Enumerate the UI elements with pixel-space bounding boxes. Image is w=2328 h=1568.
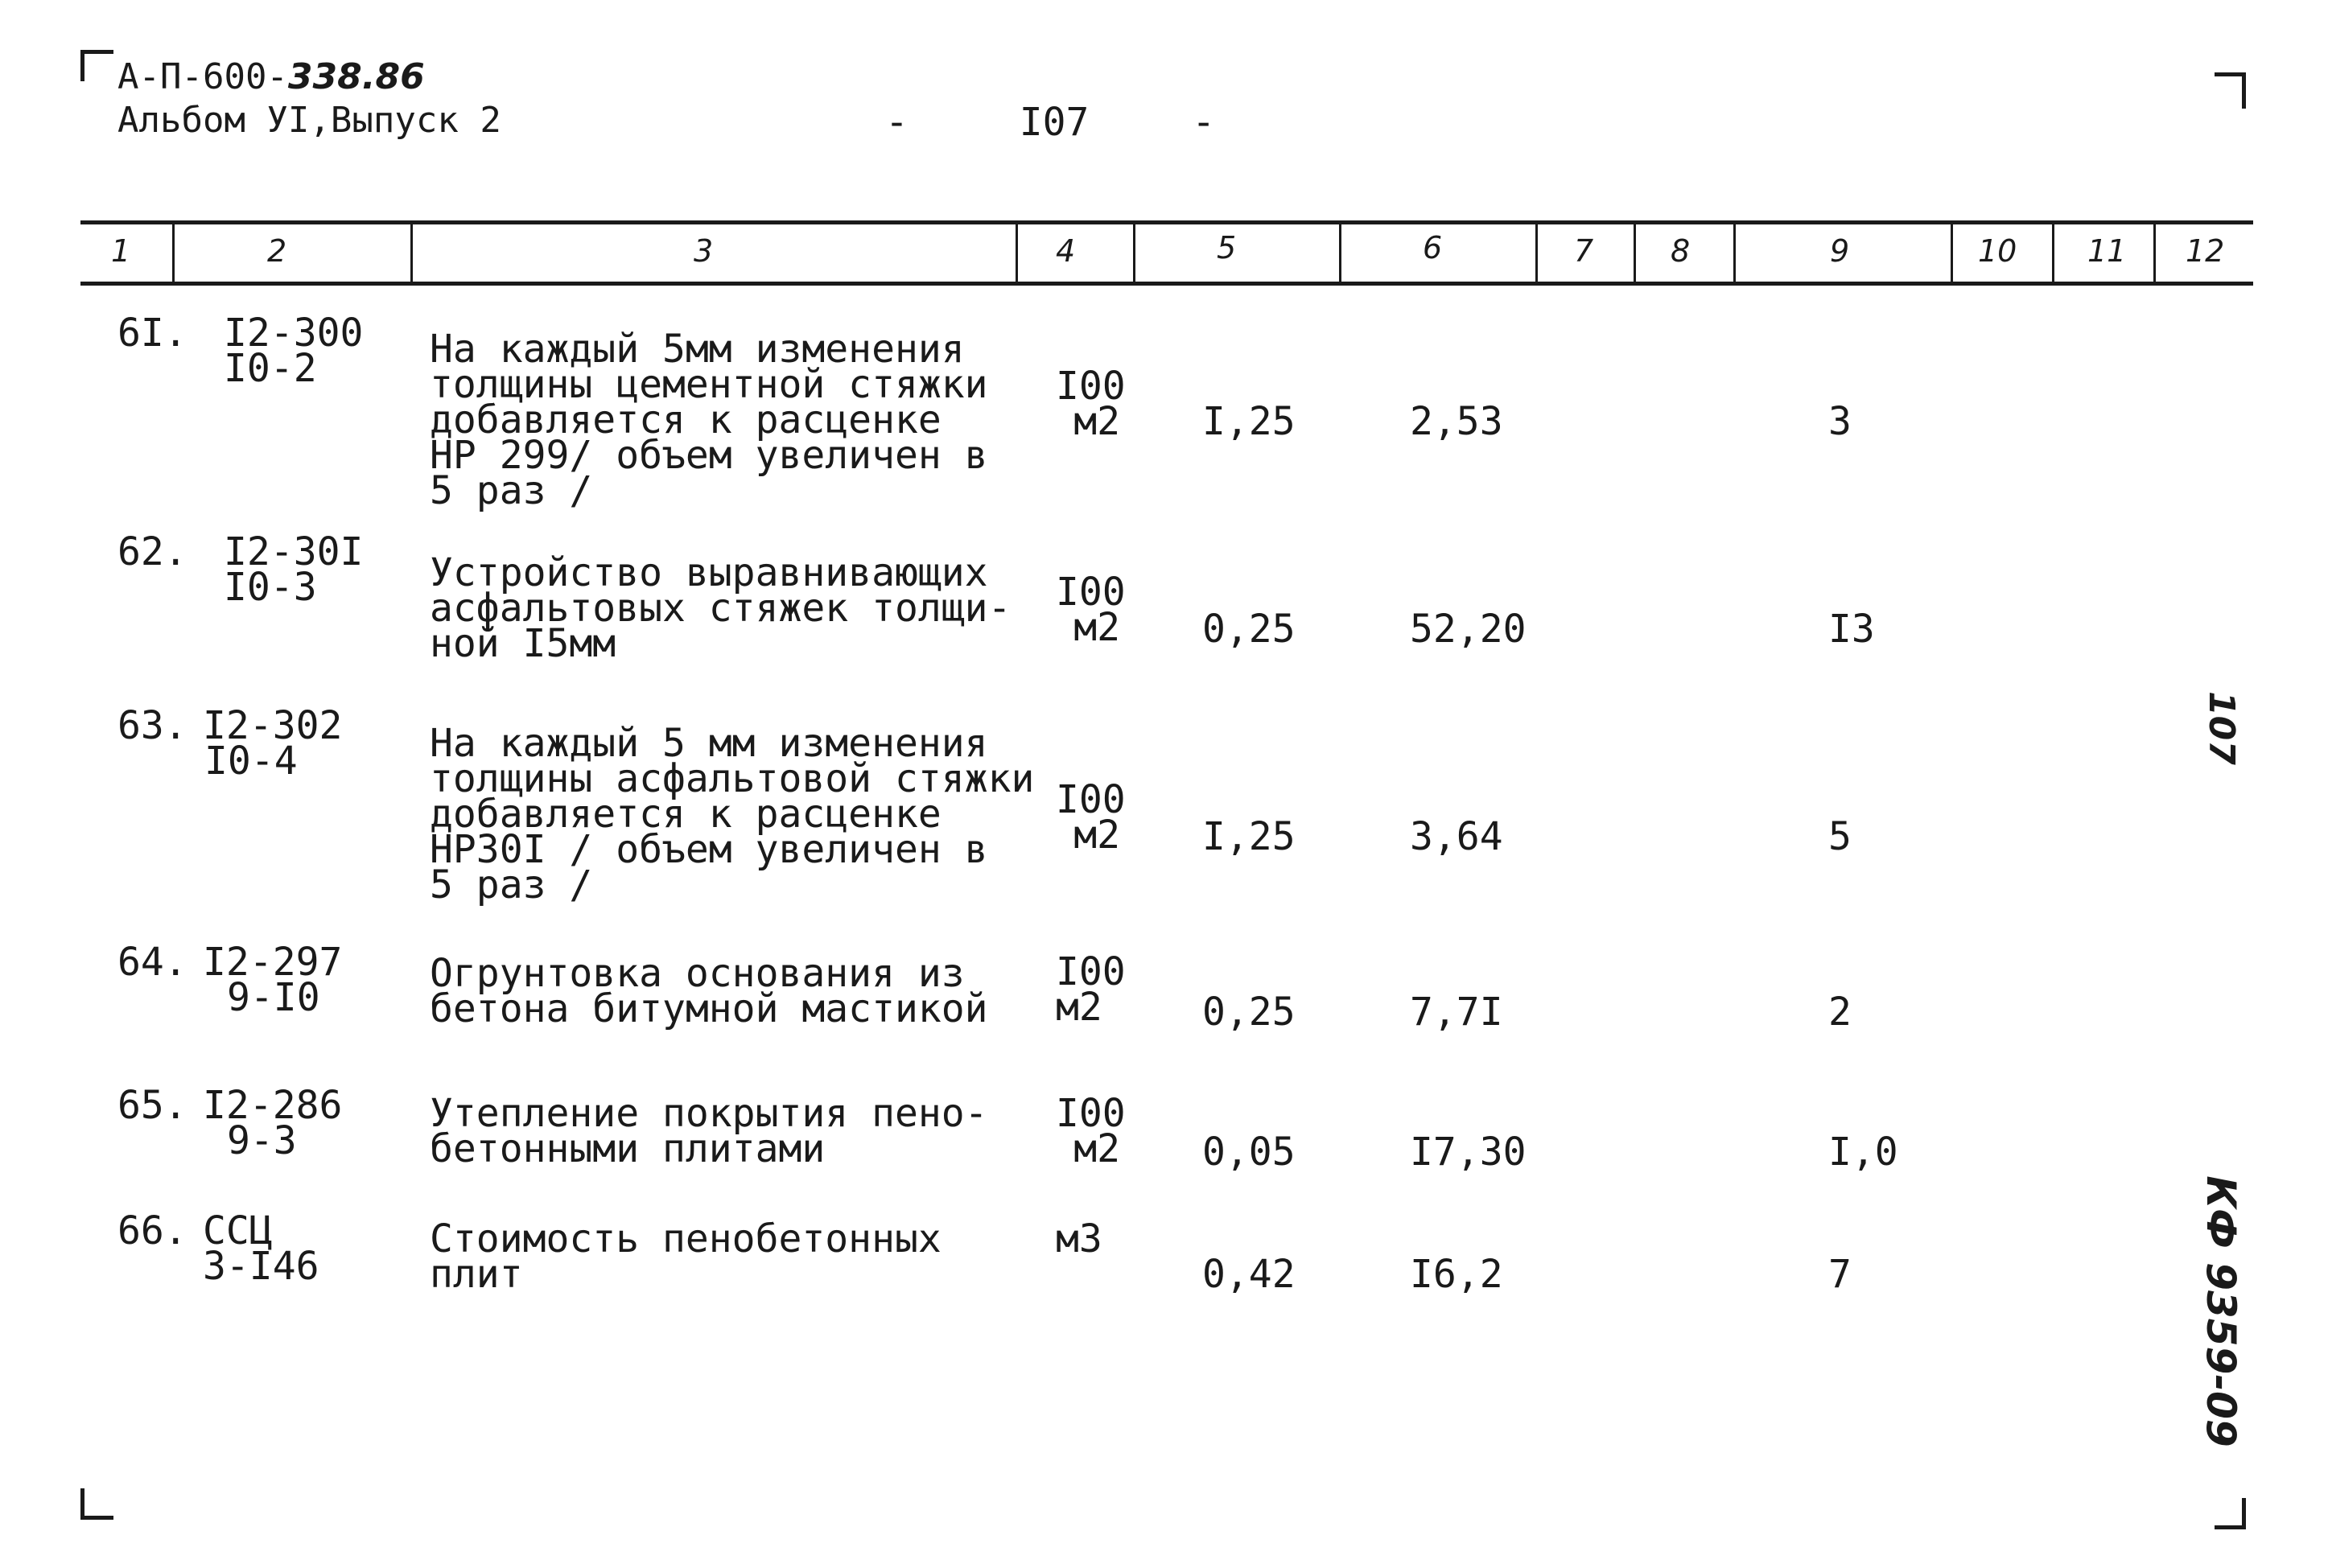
rate-code-line: 3-I46 bbox=[203, 1244, 319, 1289]
corner-mark-top-left bbox=[80, 50, 113, 81]
unit-line: м2 bbox=[1056, 985, 1102, 1030]
work-description bbox=[430, 1091, 988, 1171]
rate-code-line: ССЦ bbox=[203, 1208, 273, 1253]
rate-code-line: 9-I0 bbox=[227, 975, 320, 1020]
column-divider-2 bbox=[410, 224, 413, 283]
description-line: 5 раз / bbox=[430, 468, 593, 513]
unit-price: 52,20 bbox=[1410, 607, 1527, 652]
rate-code-line: I2-297 bbox=[203, 940, 343, 985]
document-code bbox=[117, 58, 425, 97]
work-description bbox=[430, 1216, 942, 1297]
unit-of-measure bbox=[1056, 949, 1126, 1030]
quantity: 0,42 bbox=[1202, 1252, 1296, 1297]
total-cost: I3 bbox=[1828, 607, 1875, 652]
rate-code bbox=[203, 1083, 343, 1163]
description-line: Устройство выравнивающих bbox=[430, 550, 988, 595]
corner-mark-top-right bbox=[2215, 72, 2246, 109]
unit-line: I00 bbox=[1056, 777, 1126, 822]
description-line: толщины асфальтовой стяжки bbox=[430, 756, 1035, 801]
description-line: добавляется к расценке bbox=[430, 792, 942, 837]
rate-code-line: I2-302 bbox=[203, 703, 343, 748]
description-line: толщины цементной стяжки bbox=[430, 362, 988, 407]
unit-price: 2,53 bbox=[1410, 399, 1503, 444]
unit-line: м3 bbox=[1056, 1216, 1102, 1261]
column-number-8: 8 bbox=[1671, 233, 1691, 269]
unit-of-measure bbox=[1056, 1216, 1102, 1261]
unit-line: I00 bbox=[1056, 1091, 1126, 1136]
column-number-5: 5 bbox=[1217, 230, 1237, 265]
column-divider-4 bbox=[1133, 224, 1135, 283]
work-description bbox=[430, 550, 1012, 666]
page-number-dash-left: - bbox=[885, 100, 909, 145]
description-line: НР 299/ объем увеличен в bbox=[430, 433, 988, 478]
column-divider-9 bbox=[1951, 224, 1953, 283]
quantity: 0,05 bbox=[1202, 1130, 1296, 1175]
column-divider-6 bbox=[1535, 224, 1538, 283]
rate-code bbox=[203, 1208, 319, 1289]
total-cost: 7 bbox=[1828, 1252, 1852, 1297]
description-line: асфальтовых стяжек толщи- bbox=[430, 586, 1012, 631]
total-cost: I,0 bbox=[1828, 1130, 1898, 1175]
table-header-bottom-rule bbox=[80, 282, 2253, 286]
unit-of-measure bbox=[1056, 777, 1126, 858]
rate-code bbox=[224, 529, 364, 610]
unit-of-measure bbox=[1056, 1091, 1126, 1171]
column-divider-7 bbox=[1634, 224, 1636, 283]
row-number: 62. bbox=[117, 529, 187, 574]
rate-code-line: I0-2 bbox=[224, 346, 317, 391]
description-line: НР30I / объем увеличен в bbox=[430, 827, 988, 872]
column-number-10: 10 bbox=[1978, 233, 2017, 269]
unit-line: I00 bbox=[1056, 949, 1126, 994]
album-label: Альбом УI,Выпуск 2 bbox=[117, 100, 501, 141]
margin-stamp: КФ 9359-09 bbox=[2198, 1175, 2244, 1447]
unit-of-measure bbox=[1056, 570, 1126, 650]
column-divider-3 bbox=[1016, 224, 1018, 283]
column-number-6: 6 bbox=[1423, 230, 1443, 265]
rate-code-line: I2-300 bbox=[224, 311, 364, 356]
total-cost: 5 bbox=[1828, 814, 1852, 859]
description-line: ной I5мм bbox=[430, 621, 616, 666]
unit-line: м2 bbox=[1073, 399, 1120, 444]
row-number: 63. bbox=[117, 703, 187, 748]
corner-mark-bottom-right bbox=[2215, 1498, 2246, 1529]
row-number: 65. bbox=[117, 1083, 187, 1128]
document-code-printed: А-П-600- bbox=[117, 56, 288, 97]
unit-line: I00 bbox=[1056, 570, 1126, 615]
description-line: Утепление покрытия пено- bbox=[430, 1091, 988, 1136]
description-line: плит bbox=[430, 1252, 523, 1297]
column-divider-8 bbox=[1733, 224, 1736, 283]
rate-code-line: I0-4 bbox=[204, 739, 298, 784]
row-number: 64. bbox=[117, 940, 187, 985]
work-description bbox=[430, 327, 988, 513]
column-divider-5 bbox=[1339, 224, 1341, 283]
column-number-3: 3 bbox=[694, 233, 714, 269]
unit-price: I7,30 bbox=[1410, 1130, 1527, 1175]
quantity: 0,25 bbox=[1202, 990, 1296, 1035]
unit-line: м2 bbox=[1073, 1126, 1120, 1171]
unit-price: 7,7I bbox=[1410, 990, 1503, 1035]
description-line: Стоимость пенобетонных bbox=[430, 1216, 942, 1261]
page-number-text: I07 bbox=[1019, 100, 1090, 145]
document-code-handwritten: 338.86 bbox=[287, 56, 425, 97]
column-divider-10 bbox=[2052, 224, 2054, 283]
row-number: 66. bbox=[117, 1208, 187, 1253]
corner-mark-bottom-left bbox=[80, 1488, 113, 1520]
page-number bbox=[885, 100, 1215, 145]
margin-page-number: 107 bbox=[2201, 691, 2242, 765]
unit-price: I6,2 bbox=[1410, 1252, 1503, 1297]
column-divider-11 bbox=[2153, 224, 2156, 283]
description-line: бетона битумной мастикой bbox=[430, 986, 988, 1031]
rate-code-line: I2-30I bbox=[224, 529, 364, 574]
rate-code-line: I2-286 bbox=[203, 1083, 343, 1128]
column-divider-1 bbox=[172, 224, 175, 283]
row-number: 6I. bbox=[117, 311, 187, 356]
column-number-1: 1 bbox=[111, 233, 131, 269]
unit-line: м2 bbox=[1073, 813, 1120, 858]
table-top-rule bbox=[80, 220, 2253, 224]
rate-code-line: 9-3 bbox=[227, 1118, 297, 1163]
rate-code bbox=[203, 940, 343, 1020]
description-line: На каждый 5 мм изменения bbox=[430, 721, 988, 766]
rate-code bbox=[203, 703, 343, 784]
total-cost: 3 bbox=[1828, 399, 1852, 444]
description-line: Огрунтовка основания из bbox=[430, 951, 965, 996]
unit-line: м2 bbox=[1073, 605, 1120, 650]
unit-price: 3,64 bbox=[1410, 814, 1503, 859]
quantity: I,25 bbox=[1202, 814, 1296, 859]
description-line: На каждый 5мм изменения bbox=[430, 327, 965, 372]
rate-code bbox=[224, 311, 364, 391]
column-number-11: 11 bbox=[2087, 233, 2127, 269]
page-number-dash-right: - bbox=[1192, 100, 1216, 145]
column-number-9: 9 bbox=[1830, 233, 1850, 269]
column-number-7: 7 bbox=[1574, 233, 1594, 269]
rate-code-line: I0-3 bbox=[224, 565, 317, 610]
unit-of-measure bbox=[1056, 364, 1126, 444]
column-number-4: 4 bbox=[1056, 233, 1076, 269]
description-line: бетонными плитами bbox=[430, 1126, 826, 1171]
description-line: 5 раз / bbox=[430, 862, 593, 907]
total-cost: 2 bbox=[1828, 990, 1852, 1035]
unit-line: I00 bbox=[1056, 364, 1126, 409]
column-number-12: 12 bbox=[2186, 233, 2225, 269]
column-number-2: 2 bbox=[267, 233, 287, 269]
work-description bbox=[430, 951, 988, 1031]
quantity: 0,25 bbox=[1202, 607, 1296, 652]
description-line: добавляется к расценке bbox=[430, 397, 942, 442]
work-description bbox=[430, 721, 1035, 907]
quantity: I,25 bbox=[1202, 399, 1296, 444]
